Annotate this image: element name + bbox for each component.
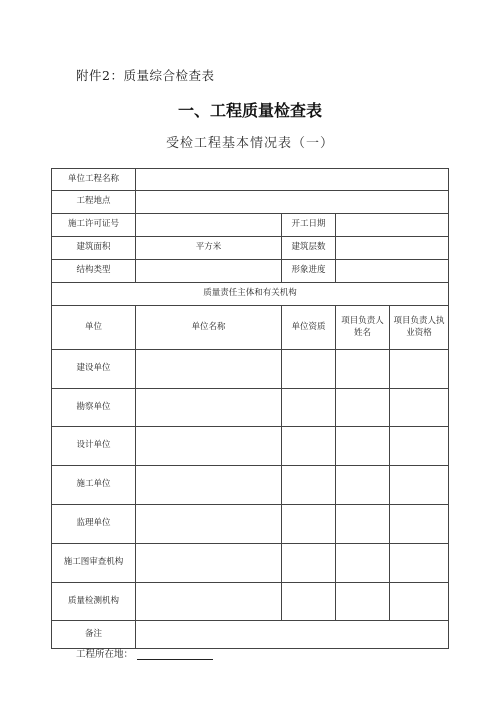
permit-label: 施工许可证号	[52, 214, 136, 237]
row-label-construction-unit: 建设单位	[52, 350, 136, 389]
table-row	[52, 169, 449, 191]
area-unit: 平方米	[136, 237, 282, 260]
table-row	[52, 621, 449, 649]
table-row	[52, 466, 449, 505]
table-row	[52, 260, 449, 283]
row-label-contractor: 施工单位	[52, 466, 136, 505]
table-header-row	[52, 306, 449, 350]
table-row	[52, 237, 449, 260]
table-row	[52, 389, 449, 427]
table-row	[52, 427, 449, 466]
remarks-value	[136, 621, 449, 649]
table-row	[52, 583, 449, 621]
table-row	[52, 283, 449, 306]
row-label-design-unit: 设计单位	[52, 427, 136, 466]
row-label-survey-unit: 勘察单位	[52, 389, 136, 427]
table-row	[52, 544, 449, 583]
start-date-label: 开工日期	[282, 214, 336, 237]
structure-label: 结构类型	[52, 260, 136, 283]
section-title: 质量责任主体和有关机构	[52, 283, 449, 306]
progress-value	[336, 260, 449, 283]
col-header-manager-qualification: 项目负责人执业资格	[390, 306, 449, 350]
remarks-label: 备注	[52, 621, 136, 649]
inspection-table	[51, 168, 449, 649]
footer-location-blank	[137, 649, 213, 660]
col-header-qualification: 单位资质	[282, 306, 336, 350]
permit-value	[136, 214, 282, 237]
row-label-supervision-unit: 监理单位	[52, 505, 136, 544]
start-date-value	[336, 214, 449, 237]
floors-label: 建筑层数	[282, 237, 336, 260]
attachment-title: 附件2：质量综合检查表	[76, 68, 215, 83]
location-value	[136, 191, 449, 214]
row-label-drawing-review: 施工图审查机构	[52, 544, 136, 583]
project-name-label: 单位工程名称	[52, 169, 136, 191]
structure-value	[136, 260, 282, 283]
progress-label: 形象进度	[282, 260, 336, 283]
project-name-value	[136, 169, 449, 191]
location-label: 工程地点	[52, 191, 136, 214]
page-title: 一、工程质量检查表	[177, 101, 322, 120]
table-row	[52, 350, 449, 389]
footer-location-label: 工程所在地：	[76, 649, 134, 660]
footer-location	[76, 646, 213, 660]
table-row	[52, 191, 449, 214]
col-header-manager-name: 项目负责人姓名	[336, 306, 390, 350]
table-row	[52, 214, 449, 237]
table-row	[52, 505, 449, 544]
area-label: 建筑面积	[52, 237, 136, 260]
floors-value	[336, 237, 449, 260]
col-header-unit: 单位	[52, 306, 136, 350]
row-label-testing-agency: 质量检测机构	[52, 583, 136, 621]
table-subtitle: 受检工程基本情况表（一）	[165, 136, 334, 151]
col-header-unit-name: 单位名称	[136, 306, 282, 350]
